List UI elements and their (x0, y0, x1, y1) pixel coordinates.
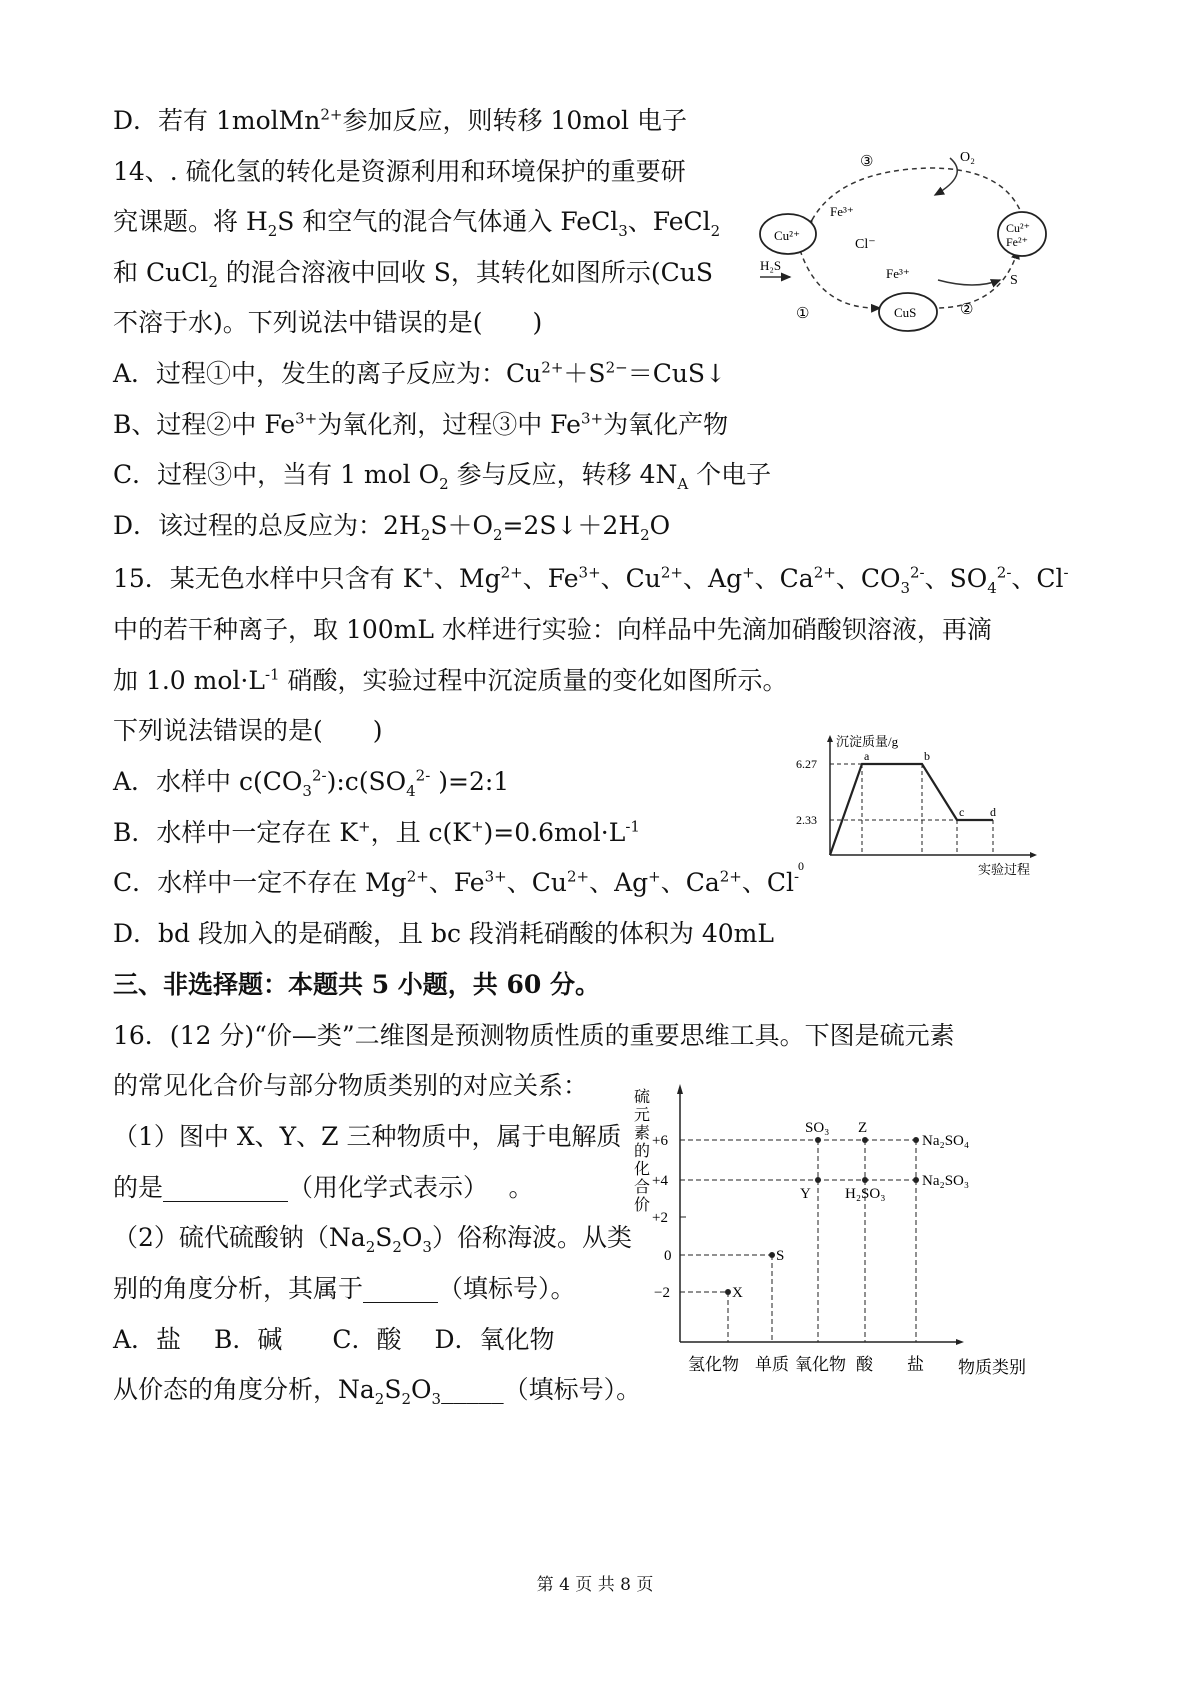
svg-text:素: 素 (634, 1125, 651, 1142)
svg-text:硫: 硫 (634, 1089, 651, 1106)
q14-option-a: A．过程①中，发生的离子反应为：$Cu^{2+}+S^{2-}=CuS↓$ (113, 358, 726, 388)
q13-option-d: D．若有 1molMn$^{2+}$参加反应，则转移 10mol 电子 (113, 105, 687, 135)
ytick-plus6: +6 (652, 1133, 668, 1149)
q16-part2-line3: 从价态的角度分析，$Na_2S_2O_3\_\_\_\_\_$（填标号）。 (113, 1375, 642, 1408)
xcat-hydride: 氢化物 (688, 1355, 739, 1374)
section3-heading: 三、非选择题：本题共 5 小题，共 60 分。 (113, 970, 601, 999)
q16-valence-class-chart (634, 1080, 1060, 1380)
q14-option-d: D．该过程的总反应为：$2H_2S+O_2=2S↓+2H_2O$ (113, 511, 671, 544)
q16-stem-line1: 16．(12 分)“价—类”二维图是预测物质性质的重要思维工具。下图是硫元素 (113, 1021, 955, 1050)
q15-stem-line4: 下列说法错误的是( ) (113, 716, 383, 745)
chart-xlabel: 物质类别 (958, 1358, 1026, 1377)
svg-text:的: 的 (634, 1143, 651, 1160)
ytick-plus2: +2 (652, 1210, 668, 1226)
q14-stem-line3: 和 CuCl$_2$ 的混合溶液中回收 S，其转化如图所示(CuS (113, 258, 713, 291)
ytick-minus2: −2 (654, 1285, 670, 1301)
q16-stem-line2: 的常见化合价与部分物质类别的对应关系： (113, 1071, 589, 1100)
ytick-zero: 0 (664, 1248, 672, 1264)
chart-ylabel (634, 1088, 650, 1214)
pt-na2so3: Na₂SO₃ (922, 1173, 970, 1189)
q16-part1-line1: （1）图中 X、Y、Z 三种物质中，属于电解质 (113, 1122, 622, 1151)
graph-ylabel: 沉淀质量/g (836, 734, 899, 749)
q15-stem-line2: 中的若干种离子，取 100mL 水样进行实验：向样品中先滴加硝酸钡溶液，再滴 (113, 615, 992, 644)
q15-stem-line3: 加 1.0 $mol\cdot L^{-1}$ 硝酸，实验过程中沉淀质量的变化如图所示。 (113, 665, 788, 695)
graph-y1: 6.27 (796, 757, 817, 771)
q14-option-c: C．过程③中，当有 1 mol $O_2$ 参与反应，转移 $4N_A$ 个电子 (113, 460, 772, 493)
pt-na2so4: Na₂SO₄ (922, 1133, 970, 1149)
q16-part2-line2: 别的角度分析，其属于______（填标号）。 (113, 1274, 576, 1303)
svg-text:合: 合 (634, 1179, 651, 1196)
o2-label: O₂ (960, 150, 975, 165)
q14-stem-line4: 不溶于水)。下列说法中错误的是( ) (113, 308, 543, 337)
step1-label: ① (796, 306, 810, 322)
xcat-acid: 酸 (856, 1355, 873, 1374)
h2s-label: H₂S (760, 258, 782, 273)
point-b: b (924, 749, 930, 763)
point-a: a (864, 749, 870, 763)
xcat-salt: 盐 (907, 1355, 924, 1374)
q15-option-b: B．水样中一定存在 K+，且 $c(K^+)=0.6mol\cdot L^{-1}$ (113, 817, 640, 847)
step2-label: ② (960, 302, 974, 318)
graph-y2: 2.33 (796, 813, 817, 827)
pt-s: S (776, 1248, 785, 1264)
fe2-right-label: Fe²⁺ (1006, 235, 1028, 249)
graph-xlabel: 实验过程 (978, 862, 1031, 877)
q14-stem-line2: 究课题。将 $H_2S$ 和空气的混合气体通入 FeCl$_3$、FeCl$_2$ (113, 207, 721, 240)
fe3-top-label: Fe³⁺ (830, 204, 854, 219)
page-footer: 第 4 页 共 8 页 (536, 1575, 654, 1595)
q15-option-a: A．水样中 $c(CO_3^{2-}):c(SO_4^{2-}$ )=2:1 (113, 766, 510, 800)
q15-option-d: D．bd 段加入的是硝酸，且 bc 段消耗硝酸的体积为 40mL (113, 919, 774, 948)
svg-text:元: 元 (634, 1107, 651, 1124)
fe3-right-label: Fe³⁺ (886, 266, 910, 281)
pt-y: Y (800, 1186, 811, 1202)
q16-part1-line2: 的是__________（用化学式表示） 。 (113, 1173, 534, 1202)
q14-cycle-diagram (760, 150, 1090, 360)
pt-so3: SO₃ (805, 1120, 830, 1136)
point-d: d (990, 805, 996, 819)
point-c: c (959, 805, 965, 819)
pt-h2so3: H₂SO₃ (845, 1186, 886, 1202)
q14-stem-line1: 14、. 硫化氢的转化是资源利用和环境保护的重要研 (113, 157, 686, 186)
cu2-label: Cu²⁺ (774, 228, 800, 243)
cus-label: CuS (894, 305, 917, 320)
cu2-right-label: Cu²⁺ (1006, 221, 1030, 235)
cl-label: Cl⁻ (855, 237, 876, 252)
pt-z: Z (858, 1120, 868, 1136)
q14-option-b: B、过程②中 $Fe^{3+}$为氧化剂，过程③中 $Fe^{3+}$为氧化产物 (113, 409, 729, 439)
step3-label: ③ (860, 154, 874, 170)
q16-part2-options: A．盐 B．碱 C．酸 D．氧化物 (113, 1325, 555, 1354)
svg-text:价: 价 (634, 1197, 651, 1214)
q16-part2-line1: （2）硫代硫酸钠$(Na_2S_2O_3)$俗称海波。从类 (113, 1223, 632, 1256)
svg-text:化: 化 (634, 1161, 651, 1178)
xcat-element: 单质 (755, 1355, 789, 1374)
q15-option-c: C．水样中一定不存在 $Mg^{2+}$、$Fe^{3+}$、$Cu^{2+}$、Ag+、$Ca^{2+}$、Cl- (113, 867, 800, 897)
xcat-oxide: 氧化物 (795, 1355, 846, 1374)
pt-x: X (732, 1285, 743, 1301)
q15-stem-line1: 15．某无色水样中只含有 K+、$Mg^{2+}$、$Fe^{3+}$、$Cu^{2+}$、Ag+、$Ca^{2+}$、$CO_3^{2-}$、$SO_4^{2-}$、Cl- (113, 563, 1069, 597)
graph-origin: 0 (798, 859, 804, 873)
s-label: S (1010, 273, 1018, 288)
ytick-plus4: +4 (652, 1173, 668, 1189)
q15-precipitate-graph (790, 732, 1050, 882)
